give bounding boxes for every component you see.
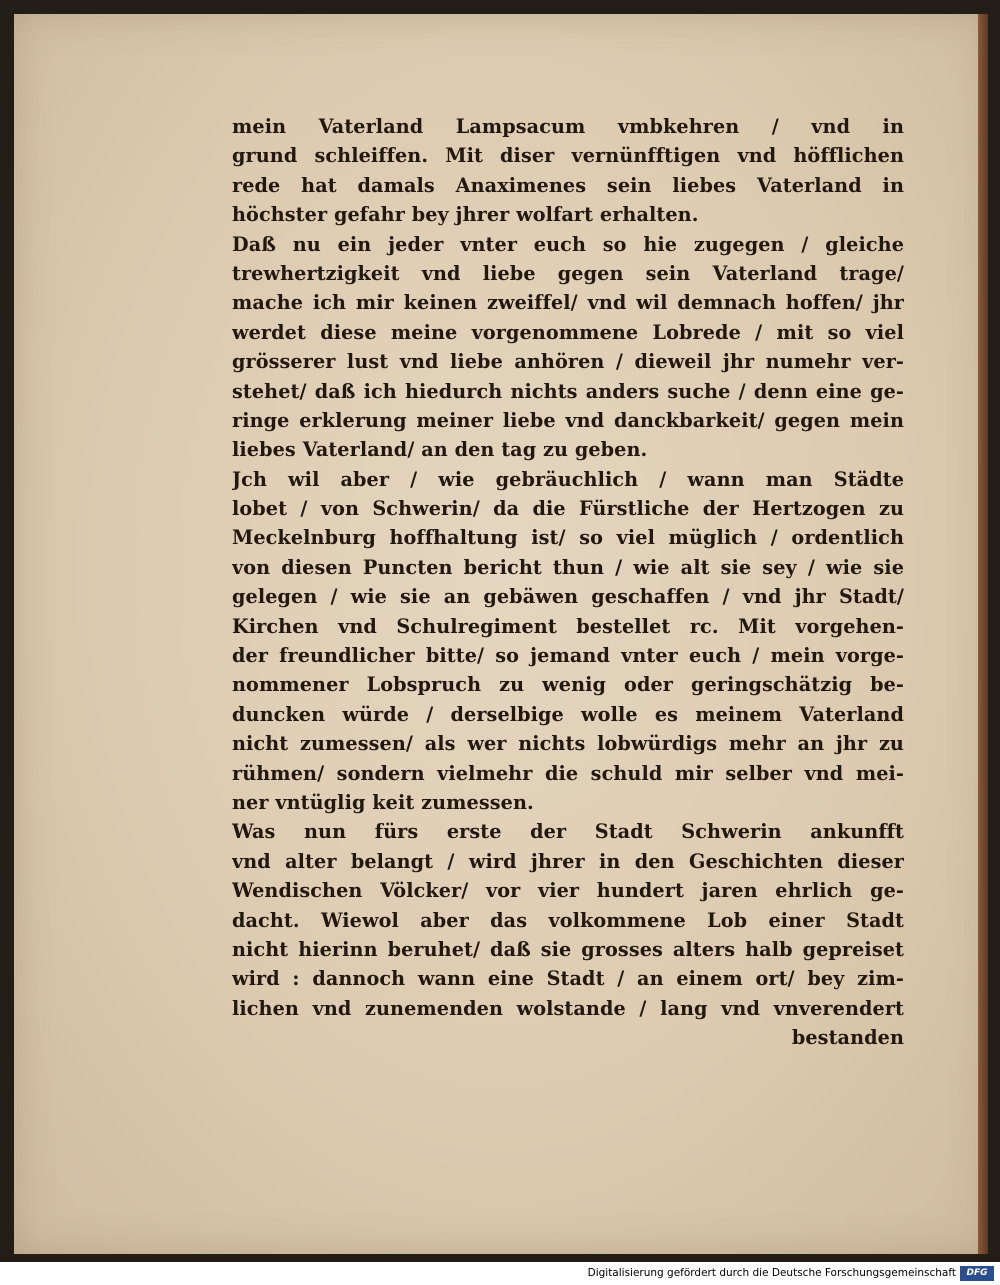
- text-line: stehet/ daß ich hiedurch nichts anders suche / denn eine ge-: [232, 379, 904, 403]
- text-line: wird : dannoch wann eine Stadt / an einem ort/ bey zim-: [232, 967, 904, 991]
- text-line: höchster gefahr bey jhrer wolfart erhalten.: [232, 203, 699, 227]
- text-line: von diesen Puncten bericht thun / wie alt sie sey / wie sie: [232, 555, 904, 579]
- text-line: ringe erklerung meiner liebe vnd danckbarkeit/ gegen mein: [232, 408, 904, 432]
- text-line: liebes Vaterland/ an den tag zu geben.: [232, 438, 648, 462]
- page-text: [232, 112, 904, 1053]
- text-line: rede hat damals Anaximenes sein liebes Vaterland in: [232, 173, 904, 197]
- text-line: trewhertzigkeit vnd liebe gegen sein Vaterland trage/: [232, 261, 904, 285]
- dfg-logo: DFG: [960, 1266, 994, 1281]
- text-line: dacht. Wiewol aber das volkommene Lob einer Stadt: [232, 908, 904, 932]
- page-edge: [978, 14, 988, 1254]
- text-line: Daß nu ein jeder vnter euch so hie zugegen / gleiche: [232, 232, 904, 256]
- text-line: grösserer lust vnd liebe anhören / dieweil jhr numehr ver-: [232, 350, 904, 374]
- funding-notice: Digitalisierung gefördert durch die Deutsche Forschungsgemeinschaft: [587, 1267, 956, 1279]
- text-line: der freundlicher bitte/ so jemand vnter euch / mein vorge-: [232, 644, 904, 668]
- text-line: vnd alter belangt / wird jhrer in den Geschichten dieser: [232, 849, 904, 873]
- text-line: duncken würde / derselbige wolle es meinem Vaterland: [232, 702, 904, 726]
- text-line: nicht zumessen/ als wer nichts lobwürdigs mehr an jhr zu: [232, 732, 904, 756]
- text-line: gelegen / wie sie an gebäwen geschaffen / vnd jhr Stadt/: [232, 585, 904, 609]
- text-line: Was nun fürs erste der Stadt Schwerin ankunfft: [232, 820, 904, 844]
- text-line: grund schleiffen. Mit diser vernünfftigen vnd höfflichen: [232, 144, 904, 168]
- text-line: mache ich mir keinen zweiffel/ vnd wil demnach hoffen/ jhr: [232, 291, 904, 315]
- footer-bar: [0, 1262, 1000, 1285]
- text-line: Wendischen Völcker/ vor vier hundert jaren ehrlich ge-: [232, 879, 904, 903]
- text-line: lobet / von Schwerin/ da die Fürstliche der Hertzogen zu: [232, 497, 904, 521]
- text-line: nicht hierinn beruhet/ daß sie grosses alters halb gepreiset: [232, 937, 904, 961]
- text-line: mein Vaterland Lampsacum vmbkehren / vnd in: [232, 115, 904, 138]
- text-line: Kirchen vnd Schulregiment bestellet rc. Mit vorgehen-: [232, 614, 904, 638]
- text-line: ner vntüglig keit zumessen.: [232, 790, 534, 814]
- text-line: Jch wil aber / wie gebräuchlich / wann man Städte: [232, 467, 904, 491]
- text-line: rühmen/ sondern vielmehr die schuld mir selber vnd mei-: [232, 761, 904, 785]
- catchword: bestanden: [791, 1026, 904, 1050]
- text-line: Meckelnburg hoffhaltung ist/ so viel müglich / ordentlich: [232, 526, 904, 550]
- text-line: lichen vnd zunemenden wolstande / lang vnd vnverendert: [232, 996, 904, 1020]
- text-line: werdet diese meine vorgenommene Lobrede / mit so viel: [232, 320, 904, 344]
- text-line: nommener Lobspruch zu wenig oder geringschätzig be-: [232, 673, 904, 697]
